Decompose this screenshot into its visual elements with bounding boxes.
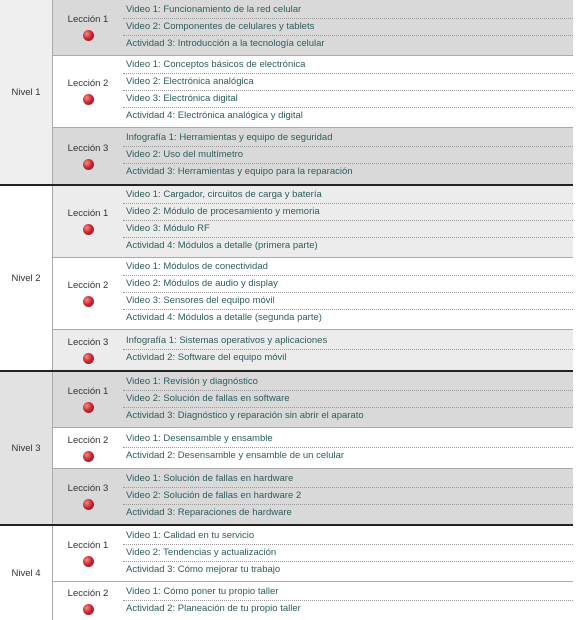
lesson-2 [53, 56, 573, 127]
lesson-item-link[interactable]: Actividad 4: Módulos a detalle (segunda parte) [126, 312, 322, 323]
lesson-bullet-icon [83, 499, 94, 510]
lesson-item-link[interactable]: Video 3: Sensores del equipo móvil [123, 293, 573, 310]
lesson-item-link[interactable]: Video 1: Solución de fallas en hardware [123, 471, 573, 488]
lesson-3 [53, 330, 573, 370]
lesson-items [123, 57, 573, 124]
lesson-title: Lección 1 [67, 208, 109, 219]
lesson-item-link[interactable]: Video 1: Cómo poner tu propio taller [123, 584, 573, 601]
lesson-divider [53, 329, 573, 330]
lesson-item-link[interactable]: Video 2: Electrónica analógica [123, 74, 573, 91]
lesson-bullet-icon [83, 451, 94, 462]
lesson-divider [53, 127, 573, 128]
lesson-item-link[interactable]: Actividad 3: Diagnóstico y reparación sin abrir el aparato [126, 410, 364, 421]
level-2 [0, 186, 573, 370]
lesson-items [123, 333, 573, 366]
lesson-item-link[interactable]: Actividad 3: Cómo mejorar tu trabajo [126, 564, 281, 575]
lesson-item-link[interactable]: Actividad 3: Herramientas y equipo para la reparación [126, 166, 353, 177]
lesson-header [53, 582, 123, 620]
lesson-1 [53, 186, 573, 257]
lesson-item-link[interactable]: Video 2: Módulo de procesamiento y memoria [123, 204, 573, 221]
lesson-bullet-icon [83, 30, 94, 41]
lesson-item-link[interactable]: Actividad 2: Software del equipo móvil [126, 352, 287, 363]
lesson-item-link[interactable]: Video 1: Funcionamiento de la red celular [123, 2, 573, 19]
lesson-divider [53, 257, 573, 258]
lesson-header [53, 258, 123, 329]
lesson-items [123, 431, 573, 464]
lesson-bullet-icon [83, 224, 94, 235]
lesson-item-link[interactable]: Video 3: Electrónica digital [123, 91, 573, 108]
level-3 [0, 372, 573, 524]
lesson-title: Lección 3 [67, 483, 109, 494]
lesson-1 [53, 0, 573, 55]
lesson-title: Lección 3 [67, 336, 109, 348]
lesson-item-link[interactable]: Video 1: Conceptos básicos de electrónica [123, 57, 573, 74]
lesson-items [123, 130, 573, 180]
lesson-items [123, 259, 573, 326]
lesson-item-link[interactable]: Video 1: Calidad en tu servicio [123, 528, 573, 545]
lesson-bullet-icon [83, 402, 94, 413]
lesson-item-link[interactable]: Video 2: Componentes de celulares y tablets [123, 19, 573, 36]
level-label: Nivel 4 [11, 567, 41, 579]
lesson-item-link[interactable]: Video 3: Módulo RF [123, 221, 573, 238]
lesson-title: Lección 2 [67, 587, 109, 599]
lesson-title: Lección 2 [67, 280, 109, 291]
level-label: Nivel 1 [11, 86, 41, 98]
lesson-bullet-icon [83, 353, 94, 364]
lesson-1 [53, 526, 573, 581]
lesson-item-link[interactable]: Actividad 3: Introducción a la tecnología celular [126, 38, 325, 49]
lesson-divider [53, 55, 573, 56]
lesson-bullet-icon [83, 604, 94, 615]
lesson-divider [53, 427, 573, 428]
lesson-title: Lección 2 [67, 434, 109, 446]
lesson-2 [53, 582, 573, 620]
lesson-2 [53, 258, 573, 329]
lesson-item-link[interactable]: Actividad 4: Módulos a detalle (primera parte) [126, 240, 318, 251]
lesson-item-link[interactable]: Actividad 4: Electrónica analógica y digital [126, 110, 303, 121]
lesson-header [53, 128, 123, 184]
lesson-title: Lección 3 [67, 142, 109, 154]
lesson-items [123, 471, 573, 521]
lesson-title: Lección 1 [67, 14, 109, 25]
lesson-item-link[interactable]: Video 1: Revisión y diagnóstico [123, 374, 573, 391]
level-1 [0, 0, 573, 184]
lesson-item-link[interactable]: Video 2: Solución de fallas en software [123, 391, 573, 408]
lesson-3 [53, 469, 573, 524]
lesson-items [123, 374, 573, 424]
lesson-items [123, 584, 573, 617]
lesson-2 [53, 428, 573, 468]
lesson-header [53, 330, 123, 370]
lesson-header [53, 428, 123, 468]
level-label: Nivel 2 [11, 272, 41, 284]
level-4 [0, 526, 573, 620]
lesson-items [123, 187, 573, 254]
lesson-header [53, 372, 123, 427]
lesson-title: Lección 2 [67, 78, 109, 89]
lesson-item-link[interactable]: Infografía 1: Sistemas operativos y aplicaciones [123, 333, 573, 350]
lesson-divider [53, 468, 573, 469]
lesson-title: Lección 1 [67, 386, 109, 397]
lesson-item-link[interactable]: Video 2: Uso del multímetro [123, 147, 573, 164]
lesson-header [53, 0, 123, 55]
lesson-1 [53, 372, 573, 427]
lesson-item-link[interactable]: Video 2: Módulos de audio y display [123, 276, 573, 293]
lesson-header [53, 186, 123, 257]
lesson-item-link[interactable]: Actividad 3: Reparaciones de hardware [126, 507, 292, 518]
lesson-bullet-icon [83, 556, 94, 567]
lesson-header [53, 526, 123, 581]
lesson-header [53, 56, 123, 127]
lesson-title: Lección 1 [67, 540, 109, 551]
lesson-3 [53, 128, 573, 184]
lesson-header [53, 469, 123, 524]
lesson-bullet-icon [83, 159, 94, 170]
lesson-item-link[interactable]: Video 2: Solución de fallas en hardware 2 [123, 488, 573, 505]
lesson-items [123, 2, 573, 52]
lesson-item-link[interactable]: Video 1: Cargador, circuitos de carga y batería [123, 187, 573, 204]
lesson-item-link[interactable]: Video 2: Tendencias y actualización [123, 545, 573, 562]
lesson-bullet-icon [83, 94, 94, 105]
lesson-divider [53, 581, 573, 582]
lesson-item-link[interactable]: Infografía 1: Herramientas y equipo de seguridad [123, 130, 573, 147]
level-label: Nivel 3 [11, 442, 41, 454]
lesson-item-link[interactable]: Video 1: Módulos de conectividad [123, 259, 573, 276]
lesson-bullet-icon [83, 296, 94, 307]
lesson-item-link[interactable]: Actividad 2: Desensamble y ensamble de un celular [126, 450, 345, 461]
lesson-item-link[interactable]: Actividad 2: Planeación de tu propio taller [126, 603, 301, 614]
lesson-items [123, 528, 573, 578]
lesson-item-link[interactable]: Video 1: Desensamble y ensamble [123, 431, 573, 448]
